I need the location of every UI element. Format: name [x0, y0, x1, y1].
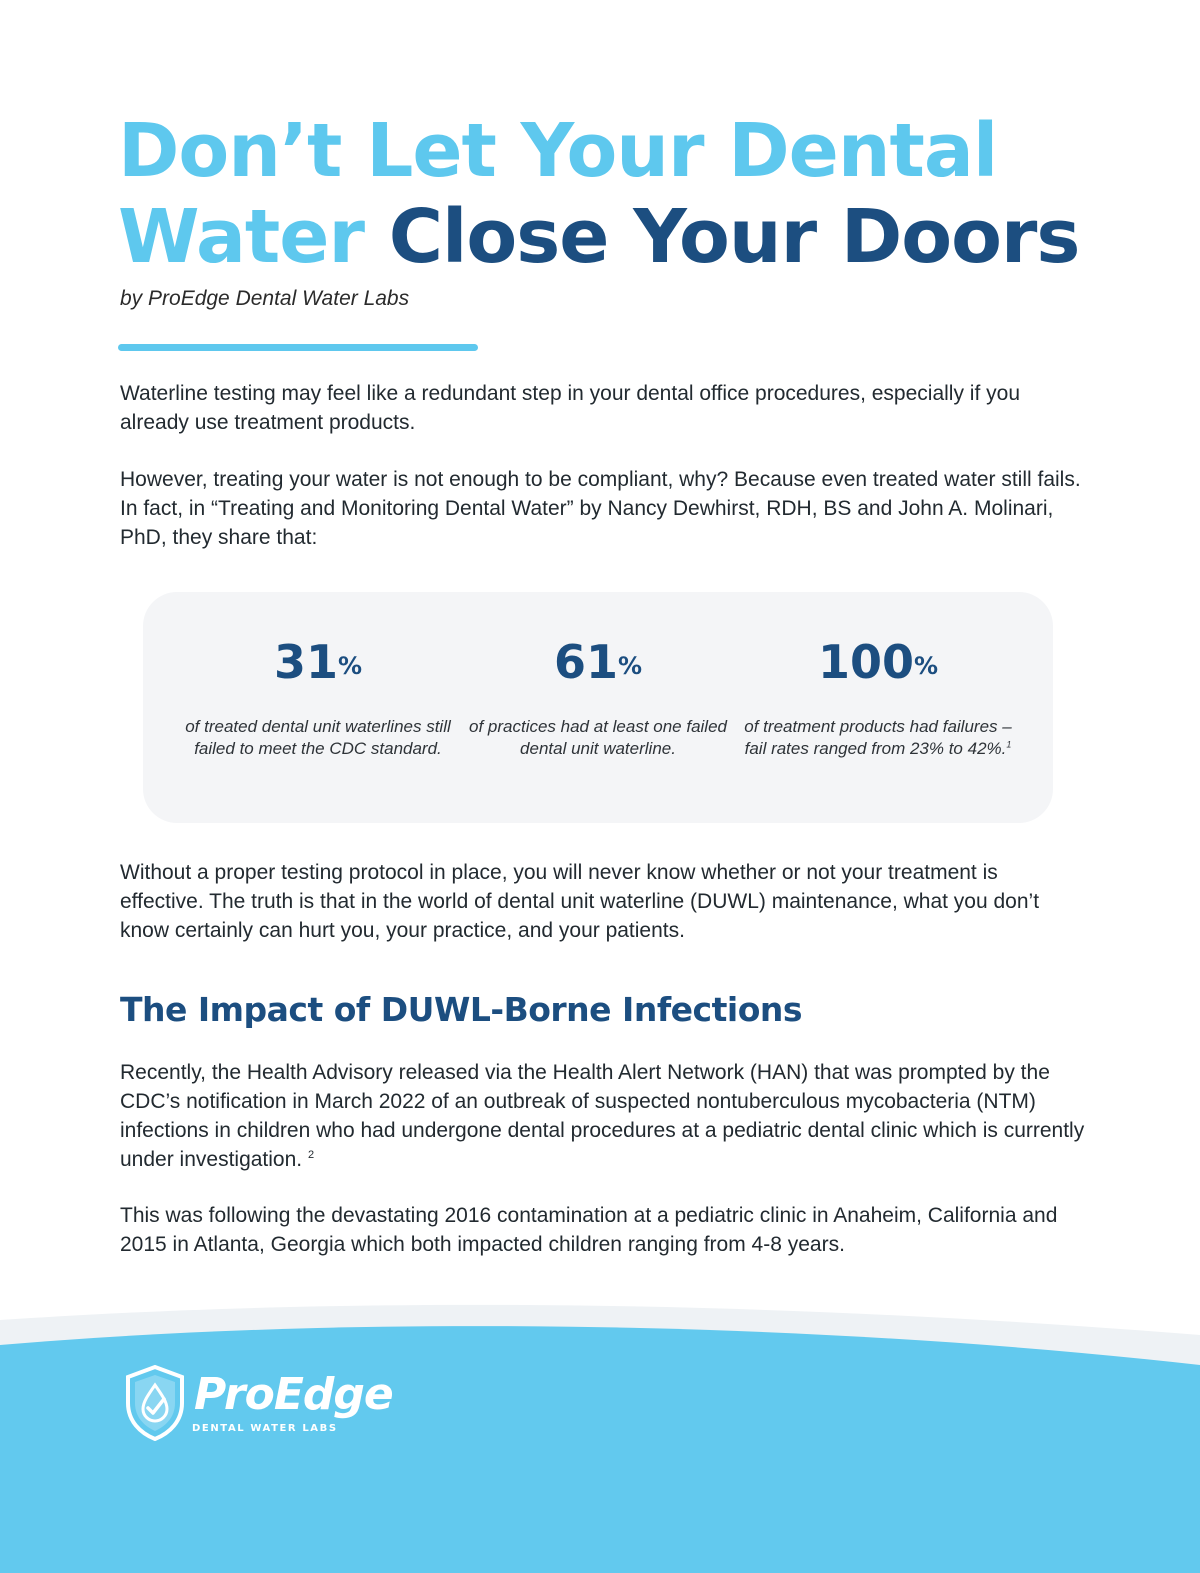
- impact-paragraph-2: This was following the devastating 2016 contamination at a pediatric clinic in Anaheim, California and 2015 in Atlanta, Georgia which both impacted children ranging from 4-8 years.: [120, 1204, 1058, 1256]
- stat-value: 31%: [273, 635, 363, 689]
- testing-paragraph: Without a proper testing protocol in place, you will never know whether or not your treatment is effective. The truth is that in the world of dental unit waterline (DUWL) maintenance, what you don’t know certainly can hurt you, your practice, and your patients.: [120, 861, 1040, 942]
- stat-description: of treated dental unit waterlines still failed to meet the CDC standard.: [185, 717, 451, 758]
- page-title: [118, 108, 1118, 280]
- title-line2-light: Water: [118, 194, 364, 280]
- title-line1: Don’t Let Your Dental: [118, 108, 998, 194]
- stat-value: 61%: [553, 635, 643, 689]
- logo-wordmark: ProEdge: [194, 1369, 393, 1420]
- shield-droplet-check-icon: [124, 1365, 186, 1441]
- title-line2-dark: Close Your Doors: [388, 194, 1080, 280]
- stat-value: 100%: [817, 635, 939, 689]
- stat-description: of treatment products had failures – fail rates ranged from 23% to 42%.$^1$: [744, 717, 1012, 758]
- footnote-ref: 1: [1006, 739, 1012, 750]
- intro-paragraph-1: Waterline testing may feel like a redundant step in your dental office procedures, especially if you already use treatment products.: [120, 382, 1020, 434]
- section-heading: The Impact of DUWL-Borne Infections: [120, 990, 803, 1029]
- stat-description: of practices had at least one failed dental unit waterline.: [469, 717, 727, 758]
- impact-paragraph-1: Recently, the Health Advisory released via the Health Alert Network (HAN) that was prompted by the CDC’s notification in March 2022 of an outbreak of suspected nontuberculous mycobacteria (NTM) infections in children who had undergone dental procedures at a pediatric dental clinic which is currently under investigation. $^2$: [120, 1061, 1085, 1171]
- byline: by ProEdge Dental Water Labs: [120, 287, 410, 310]
- stats-panel: [143, 592, 1053, 823]
- stat-31-percent: [173, 632, 463, 760]
- title-underline: [118, 344, 478, 351]
- stat-61-percent: [453, 632, 743, 760]
- stat-100-percent: [733, 632, 1023, 760]
- footnote-ref: 2: [307, 1149, 315, 1161]
- proedge-logo: [124, 1365, 414, 1445]
- logo-tagline: DENTAL WATER LABS: [192, 1423, 338, 1434]
- intro-paragraph-2: However, treating your water is not enough to be compliant, why? Because even treated water still fails. In fact, in “Treating and Monitoring Dental Water” by Nancy Dewhirst, RDH, BS and John A. Molinari, PhD, they share that:: [120, 468, 1081, 549]
